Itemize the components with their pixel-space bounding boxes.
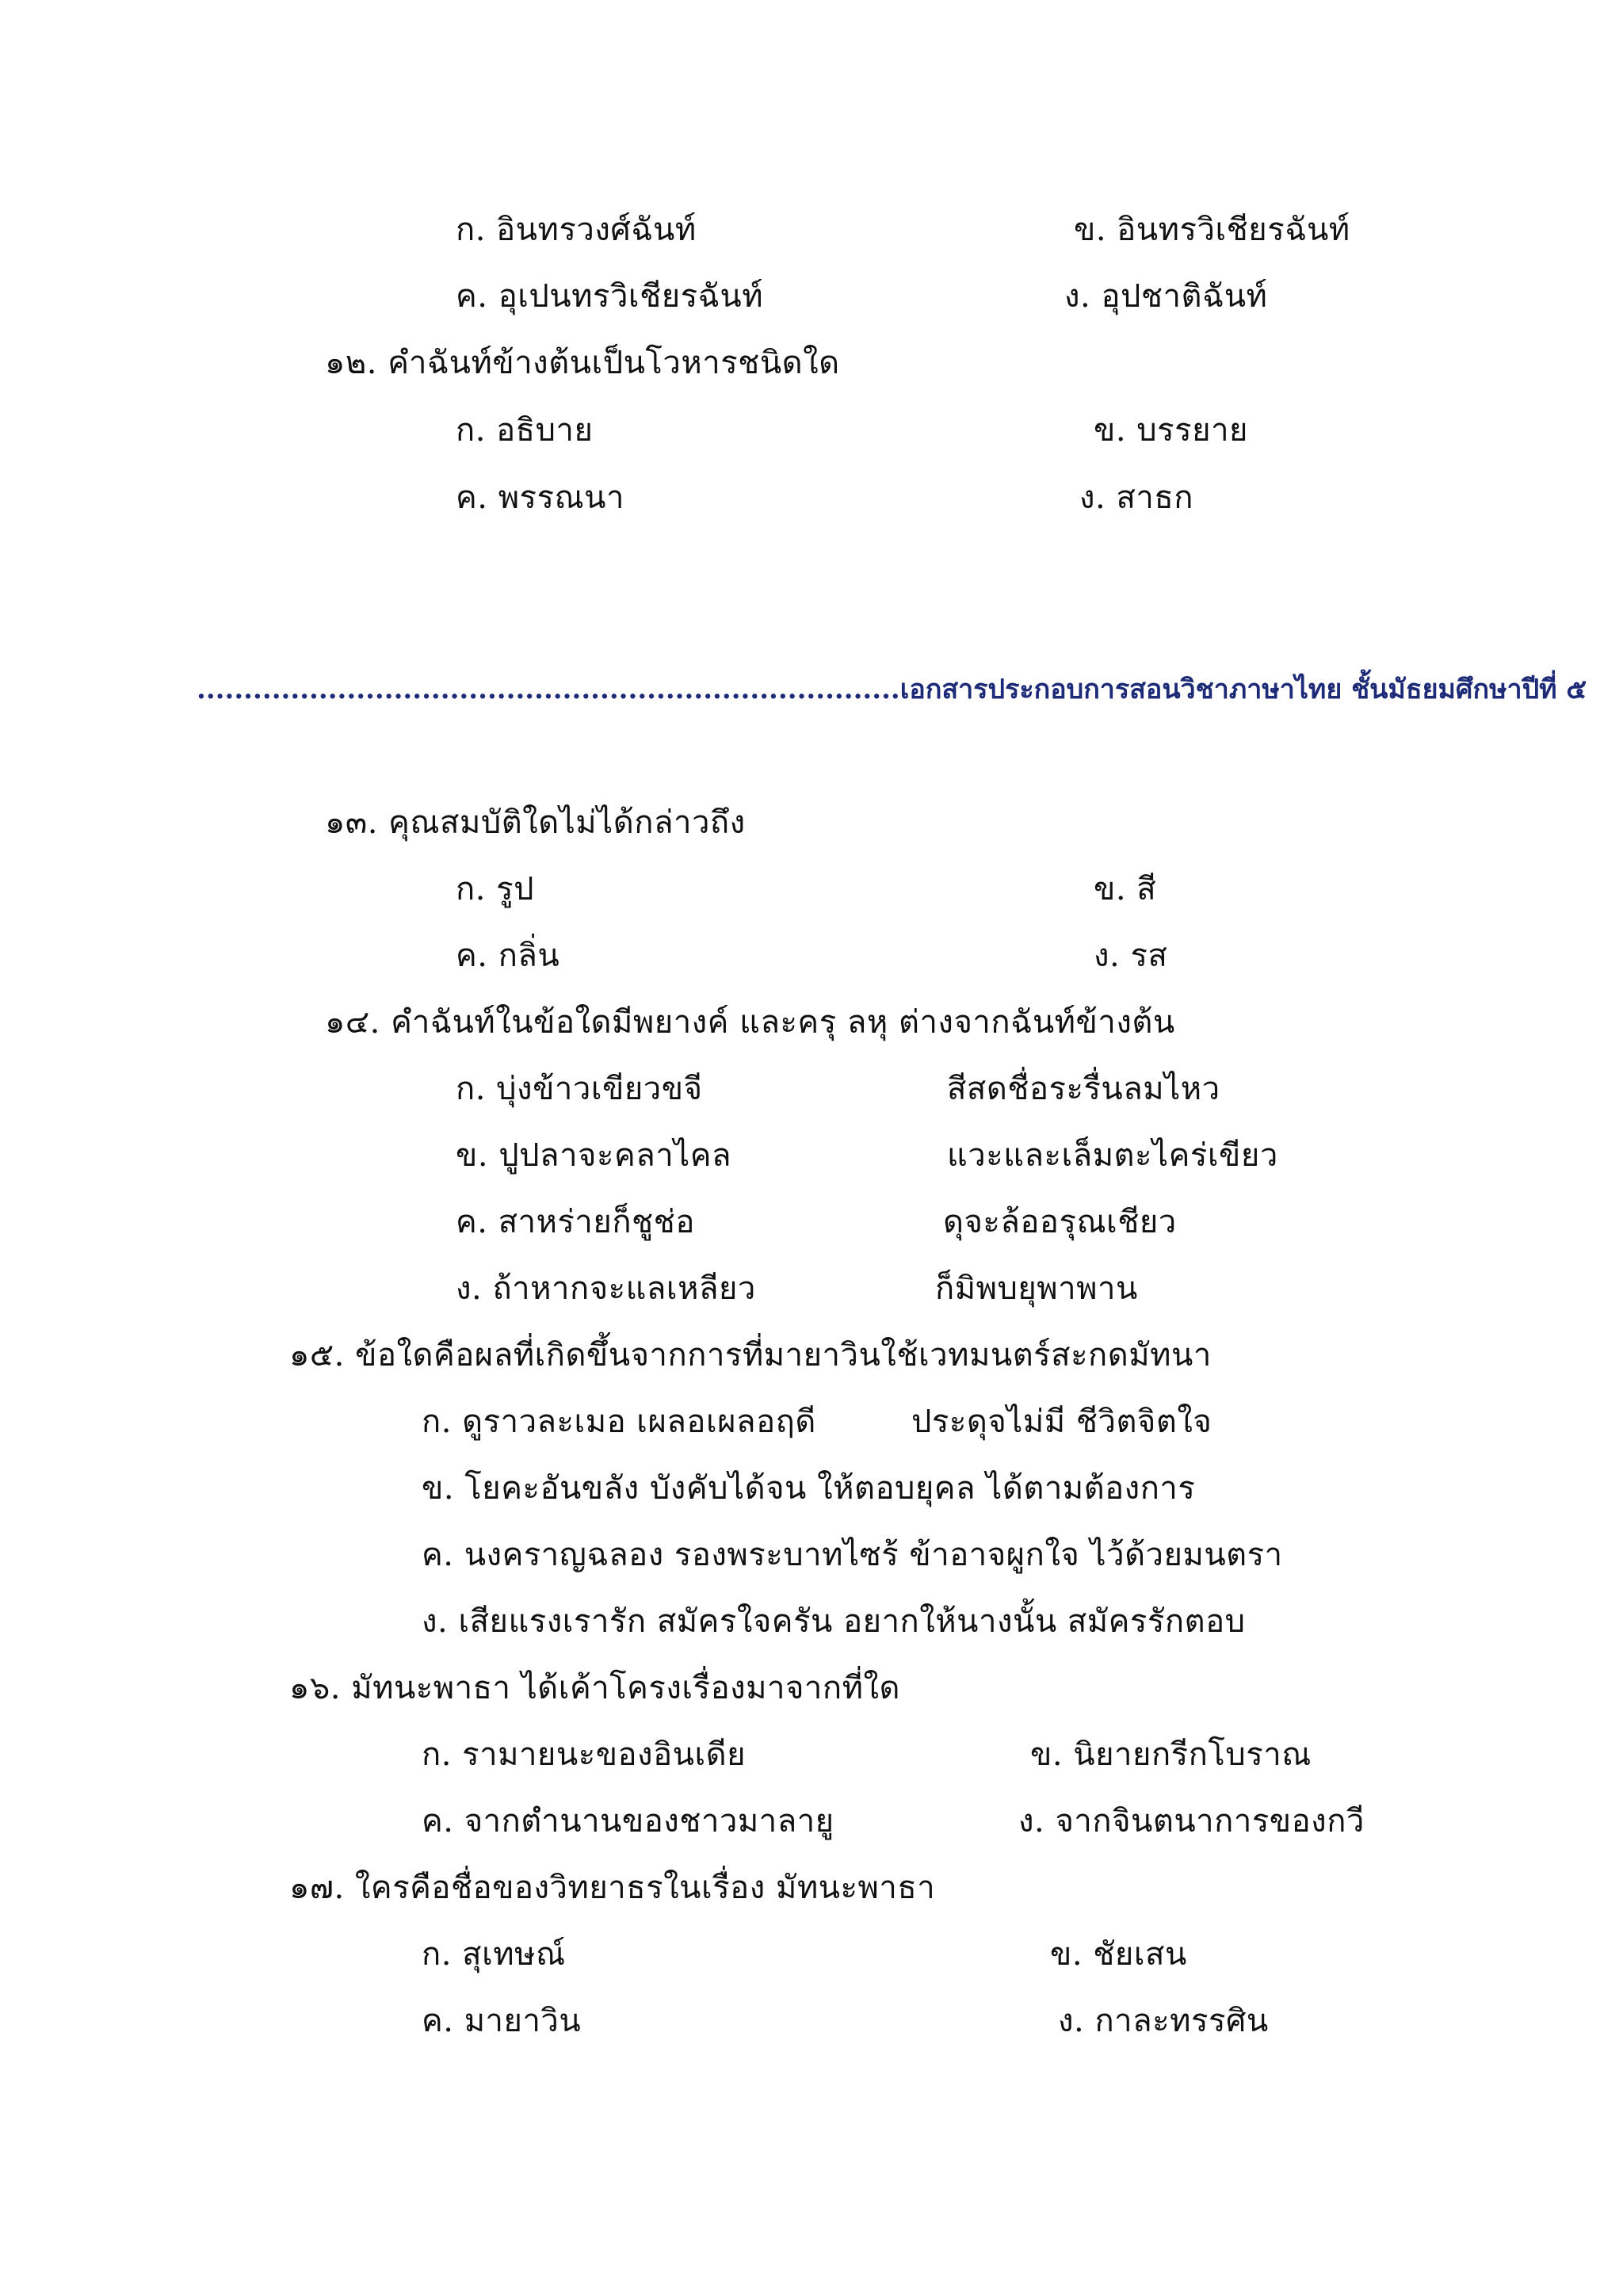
q14-option-a-line2: สีสดชื่อระรื่นลมไหว bbox=[947, 1071, 1220, 1107]
divider-dots: ........................................................................... bbox=[197, 674, 900, 705]
q14-option-a-line1: ก. บุ่งข้าวเขียวขจี bbox=[456, 1071, 703, 1107]
q14-option-b-line2: แวะและเล็มตะไคร่เขียว bbox=[947, 1137, 1278, 1174]
q16-option-c: ค. จากตำนานของชาวมาลายู bbox=[422, 1803, 834, 1839]
q11-option-b: ข. อินทรวิเชียรฉันท์ bbox=[1074, 212, 1350, 248]
document-title: เอกสารประกอบการสอนวิชาภาษาไทย ชั้นมัธยมศึกษาปีที่ ๕ bbox=[899, 674, 1587, 705]
q17-option-a: ก. สุเทษณ์ bbox=[422, 1936, 566, 1973]
q15-option-b: ข. โยคะอันขลัง บังคับได้จน ให้ตอบยุคล ได้ตามต้องการ bbox=[422, 1470, 1196, 1507]
q16-option-b: ข. นิยายกรีกโบราณ bbox=[1030, 1736, 1312, 1773]
page-divider bbox=[197, 667, 1587, 710]
q14-option-c-line1: ค. สาหร่ายก็ชูช่อ bbox=[456, 1204, 695, 1240]
q14-option-d-line2: ก็มิพบยุพาพาน bbox=[935, 1270, 1138, 1307]
q11-option-d: ง. อุปชาติฉันท์ bbox=[1064, 278, 1268, 315]
q17-option-b: ข. ชัยเสน bbox=[1050, 1936, 1187, 1973]
q11-option-c: ค. อุเปนทรวิเชียรฉันท์ bbox=[456, 278, 764, 315]
q12-option-b: ข. บรรยาย bbox=[1094, 412, 1248, 449]
q14-option-d-line1: ง. ถ้าหากจะแลเหลียว bbox=[456, 1270, 756, 1307]
q15-option-d: ง. เสียแรงเรารัก สมัครใจครัน อยากให้นางนั้น สมัครรักตอบ bbox=[422, 1603, 1246, 1640]
q15-option-c: ค. นงคราญฉลอง รองพระบาทไซร้ ข้าอาจผูกใจ ไว้ด้วยมนตรา bbox=[422, 1537, 1283, 1573]
q13-option-c: ค. กลิ่น bbox=[456, 938, 560, 974]
q13-option-a: ก. รูป bbox=[456, 871, 535, 907]
q14-option-b-line1: ข. ปูปลาจะคลาไคล bbox=[456, 1137, 732, 1174]
q15-option-a-cont: ประดุจไม่มี ชีวิตจิตใจ bbox=[911, 1404, 1212, 1440]
q15-option-a: ก. ดูราวละเมอ เผลอเผลอฤดี bbox=[422, 1404, 816, 1440]
q17-question: ๑๗. ใครคือชื่อของวิทยาธรในเรื่อง มัทนะพาธา bbox=[289, 1870, 936, 1906]
q12-option-d: ง. สาธก bbox=[1079, 479, 1193, 516]
q17-option-c: ค. มายาวิน bbox=[422, 2003, 582, 2039]
q13-option-d: ง. รส bbox=[1094, 938, 1168, 974]
q14-option-c-line2: ดุจะล้ออรุณเชียว bbox=[943, 1204, 1177, 1240]
q16-option-a: ก. รามายนะของอินเดีย bbox=[422, 1736, 747, 1773]
q13-option-b: ข. สี bbox=[1094, 871, 1157, 907]
q14-question: ๑๔. คำฉันท์ในข้อใดมีพยางค์ และครุ ลหุ ต่างจากฉันท์ข้างต้น bbox=[325, 1004, 1175, 1041]
q13-question: ๑๓. คุณสมบัติใดไม่ได้กล่าวถึง bbox=[325, 804, 746, 841]
q16-question: ๑๖. มัทนะพาธา ได้เค้าโครงเรื่องมาจากที่ใด bbox=[289, 1670, 900, 1706]
q16-option-d: ง. จากจินตนาการของกวี bbox=[1018, 1803, 1365, 1839]
q17-option-d: ง. กาละทรรศิน bbox=[1058, 2003, 1269, 2039]
q12-question: ๑๒. คำฉันท์ข้างต้นเป็นโวหารชนิดใด bbox=[325, 345, 840, 381]
q12-option-a: ก. อธิบาย bbox=[456, 412, 594, 449]
q12-option-c: ค. พรรณนา bbox=[456, 479, 624, 516]
q11-option-a: ก. อินทรวงศ์ฉันท์ bbox=[456, 212, 697, 248]
q15-question: ๑๕. ข้อใดคือผลที่เกิดขึ้นจากการที่มายาวินใช้เวทมนตร์สะกดมัทนา bbox=[289, 1337, 1212, 1373]
